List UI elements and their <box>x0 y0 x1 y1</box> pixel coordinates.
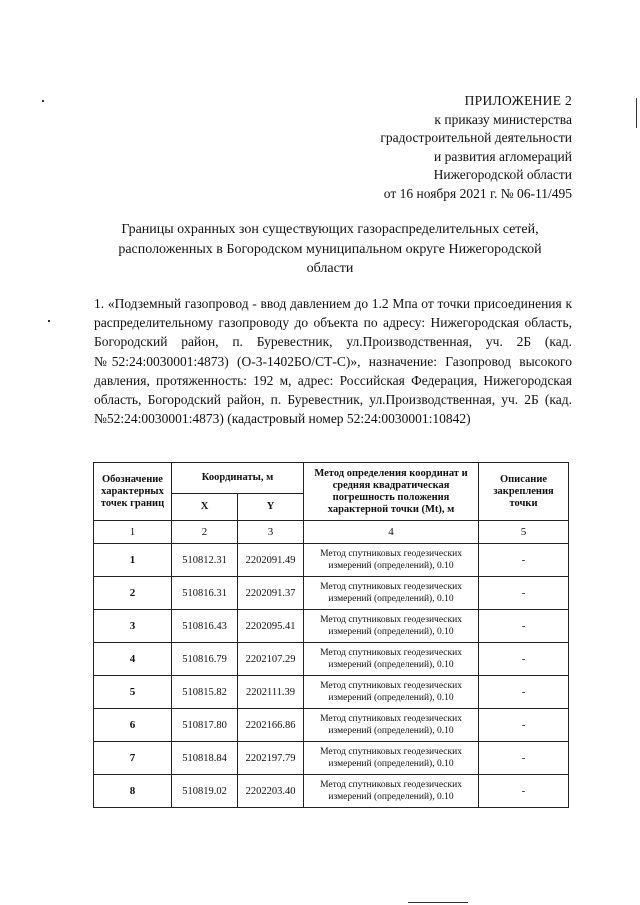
method-cell: Метод спутниковых геодезических измерений (определений), 0.10 <box>304 775 479 808</box>
appendix-line: градостроительной деятельности <box>380 130 572 145</box>
column-number: 5 <box>479 521 569 544</box>
x-cell: 510816.79 <box>172 643 238 676</box>
header-coordinates: Координаты, м <box>172 463 304 494</box>
scan-mark <box>636 98 637 128</box>
column-number: 3 <box>238 521 304 544</box>
table-row <box>94 643 569 676</box>
description-cell: - <box>479 610 569 643</box>
title-line: расположенных в Богородском муниципальном округе Нижегородской <box>118 241 542 257</box>
point-cell: 4 <box>94 643 172 676</box>
header-x: X <box>172 494 238 521</box>
method-cell: Метод спутниковых геодезических измерений (определений), 0.10 <box>304 676 479 709</box>
point-cell: 5 <box>94 676 172 709</box>
y-cell: 2202091.37 <box>238 577 304 610</box>
object-description: 1. «Подземный газопровод - ввод давлением до 1.2 Мпа от точки присоединения к распределительному газопроводу до объекта по адресу: Нижегородская область, Богородский район, п. Буревестник, ул.Производственная, уч. 2Б (кад. №52:24:0030001:4873) (О-3-1402БО/СТ-С)», назначение: Газопровод высокого давления, протяженность: 192 м, адрес: Российская Федерация, Нижегородская область, Богородский район, п. Буревестник, ул.Производственная, уч. 2Б (кад. №52:24:0030001:4873) (кадастровый номер 52:24:0030001:10842) <box>94 296 572 427</box>
scan-mark <box>408 902 468 903</box>
appendix-line: Нижегородской области <box>433 167 572 182</box>
y-cell: 2202203.40 <box>238 775 304 808</box>
x-cell: 510816.43 <box>172 610 238 643</box>
description-cell: - <box>479 676 569 709</box>
appendix-line: к приказу министерства <box>434 111 572 127</box>
title-line: Границы охранных зон существующих газораспределительных сетей, <box>121 222 539 237</box>
description-cell: - <box>479 775 569 808</box>
column-number: 4 <box>304 521 479 544</box>
appendix-block <box>380 92 572 203</box>
document-title <box>100 220 560 279</box>
table-row <box>94 709 569 742</box>
coordinates-table <box>93 462 569 808</box>
column-number-row <box>94 521 569 544</box>
header-method: Метод определения координат и средняя квадратическая погрешность положения характерной точки (Мt), м <box>304 463 479 521</box>
x-cell: 510812.31 <box>172 544 238 577</box>
description-cell: - <box>479 643 569 676</box>
y-cell: 2202095.41 <box>238 610 304 643</box>
description-cell: - <box>479 742 569 775</box>
method-cell: Метод спутниковых геодезических измерений (определений), 0.10 <box>304 610 479 643</box>
description-cell: - <box>479 709 569 742</box>
scan-mark <box>42 100 44 102</box>
point-cell: 2 <box>94 577 172 610</box>
table-row <box>94 544 569 577</box>
point-cell: 6 <box>94 709 172 742</box>
table-row <box>94 610 569 643</box>
description-cell: - <box>479 577 569 610</box>
header-description: Описание закрепления точки <box>479 463 569 521</box>
x-cell: 510818.84 <box>172 742 238 775</box>
appendix-date-line: от 16 ноября 2021 г. № 06-11/495 <box>383 185 572 201</box>
x-cell: 510817.80 <box>172 709 238 742</box>
table-row <box>94 742 569 775</box>
table-row <box>94 775 569 808</box>
scan-mark <box>48 320 50 322</box>
y-cell: 2202107.29 <box>238 643 304 676</box>
appendix-line: и развития агломераций <box>433 148 572 164</box>
x-cell: 510819.02 <box>172 775 238 808</box>
method-cell: Метод спутниковых геодезических измерений (определений), 0.10 <box>304 544 479 577</box>
x-cell: 510816.31 <box>172 577 238 610</box>
x-cell: 510815.82 <box>172 676 238 709</box>
table-row <box>94 676 569 709</box>
appendix-heading: ПРИЛОЖЕНИЕ 2 <box>464 93 572 108</box>
header-point: Обозначение характерных точек границ <box>94 463 172 521</box>
description-cell: - <box>479 544 569 577</box>
title-line: области <box>306 261 354 276</box>
y-cell: 2202166.86 <box>238 709 304 742</box>
method-cell: Метод спутниковых геодезических измерений (определений), 0.10 <box>304 709 479 742</box>
method-cell: Метод спутниковых геодезических измерений (определений), 0.10 <box>304 742 479 775</box>
y-cell: 2202197.79 <box>238 742 304 775</box>
table-row <box>94 577 569 610</box>
point-cell: 1 <box>94 544 172 577</box>
column-number: 2 <box>172 521 238 544</box>
method-cell: Метод спутниковых геодезических измерений (определений), 0.10 <box>304 577 479 610</box>
column-number: 1 <box>94 521 172 544</box>
y-cell: 2202111.39 <box>238 676 304 709</box>
point-cell: 3 <box>94 610 172 643</box>
point-cell: 8 <box>94 775 172 808</box>
y-cell: 2202091.49 <box>238 544 304 577</box>
header-y: Y <box>238 494 304 521</box>
method-cell: Метод спутниковых геодезических измерений (определений), 0.10 <box>304 643 479 676</box>
point-cell: 7 <box>94 742 172 775</box>
